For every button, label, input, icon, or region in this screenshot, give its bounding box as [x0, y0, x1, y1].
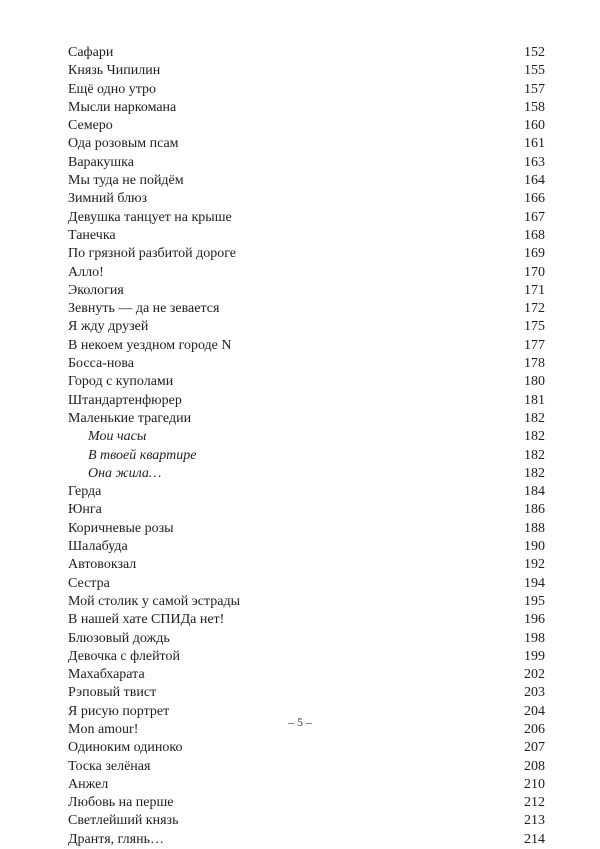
- toc-entry-page-number: 175: [524, 319, 545, 335]
- toc-entry: [68, 520, 545, 538]
- toc-entry: [68, 355, 545, 373]
- toc-entry: [68, 392, 545, 410]
- toc-entry: [68, 666, 545, 684]
- toc-entry-page-number: 182: [524, 447, 545, 463]
- toc-entry: [68, 373, 545, 391]
- toc-entry-page-number: 196: [524, 612, 545, 628]
- toc-entry-title: Князь Чипилин: [68, 63, 161, 79]
- toc-entry-page-number: 169: [524, 246, 545, 262]
- toc-entry-page-number: 168: [524, 227, 545, 243]
- toc-entry-title: Девушка танцует на крыше: [68, 209, 232, 225]
- toc-entry-title: Анжел: [68, 776, 109, 792]
- toc-entry-title: Она жила…: [88, 465, 162, 481]
- toc-entry-page-number: 182: [524, 429, 545, 445]
- toc-entry: [68, 337, 545, 355]
- toc-entry: [68, 483, 545, 501]
- toc-entry: [68, 99, 545, 117]
- toc-entry-title: Mon amour!: [68, 721, 139, 737]
- toc-entry: [68, 593, 545, 611]
- toc-entry-title: Одиноким одиноко: [68, 740, 183, 756]
- toc-entry-page-number: 199: [524, 648, 545, 664]
- toc-entry: [68, 172, 545, 190]
- toc-entry-title: В нашей хате СПИДа нет!: [68, 612, 225, 628]
- toc-entry-page-number: 212: [524, 795, 545, 811]
- toc-entry-title: Я жду друзей: [68, 319, 149, 335]
- toc-entry: [68, 410, 545, 428]
- toc-entry-title: Девочка с флейтой: [68, 648, 180, 664]
- toc-entry-page-number: 206: [524, 721, 545, 737]
- toc-entry-title: Алло!: [68, 264, 104, 280]
- toc-entry-title: Семеро: [68, 118, 113, 134]
- toc-entry-page-number: 178: [524, 356, 545, 372]
- toc-entry-title: Любовь на перше: [68, 795, 174, 811]
- toc-entry-title: Варакушка: [68, 154, 134, 170]
- toc-entry-page-number: 181: [524, 392, 545, 408]
- toc-entry-page-number: 157: [524, 81, 545, 97]
- toc-entry-title: Рэповый твист: [68, 685, 157, 701]
- toc-entry-title: Мой столик у самой эстрады: [68, 593, 241, 609]
- toc-entry-title: В некоем уездном городе N: [68, 337, 232, 353]
- toc-entry-title: Шалабуда: [68, 539, 128, 555]
- toc-entry-title: Тоска зелёная: [68, 758, 151, 774]
- toc-entry-title: Мы туда не пойдём: [68, 173, 184, 189]
- toc-entry: [68, 62, 545, 80]
- toc-entry-page-number: 167: [524, 209, 545, 225]
- toc-entry: [68, 758, 545, 776]
- toc-entry-page-number: 204: [524, 703, 545, 719]
- toc-entry-page-number: 182: [524, 465, 545, 481]
- toc-entry: [68, 465, 545, 483]
- toc-entry-title: Танечка: [68, 227, 116, 243]
- toc-entry-title: Юнга: [68, 502, 102, 518]
- toc-entry-page-number: 170: [524, 264, 545, 280]
- toc-entry-page-number: 202: [524, 667, 545, 683]
- toc-entry-title: Босса-нова: [68, 356, 134, 372]
- toc-entry: [68, 117, 545, 135]
- toc-entry-title: Светлейший князь: [68, 813, 179, 829]
- toc-entry-title: Город с куполами: [68, 374, 174, 390]
- toc-entry-title: Коричневые розы: [68, 520, 174, 536]
- toc-entry-page-number: 195: [524, 593, 545, 609]
- toc-entry-page-number: 152: [524, 45, 545, 60]
- toc-entry: [68, 831, 545, 849]
- toc-entry: [68, 575, 545, 593]
- toc-entry-page-number: 184: [524, 484, 545, 500]
- toc-entry: [68, 135, 545, 153]
- toc-entry-page-number: 208: [524, 758, 545, 774]
- toc-entry-title: Махабхарата: [68, 667, 145, 683]
- toc-entry-title: Мои часы: [88, 429, 147, 445]
- toc-entry-page-number: 188: [524, 520, 545, 536]
- toc-entry: [68, 318, 545, 336]
- toc-entry: [68, 264, 545, 282]
- toc-entry-title: Сестра: [68, 575, 110, 591]
- toc-entry-page-number: 214: [524, 831, 545, 847]
- toc-entry-page-number: 172: [524, 301, 545, 317]
- toc-entry-page-number: 210: [524, 776, 545, 792]
- toc-entry: [68, 611, 545, 629]
- toc-entry-title: Автовокзал: [68, 557, 137, 573]
- toc-entry: [68, 81, 545, 99]
- toc-entry-title: Ода розовым псам: [68, 136, 179, 152]
- toc-entry-title: Экология: [68, 282, 124, 298]
- toc-entry-title: Блюзовый дождь: [68, 630, 170, 646]
- toc-entry: [68, 538, 545, 556]
- toc-entry-title: Штандартенфюрер: [68, 392, 182, 408]
- toc-entry-title: В твоей квартире: [88, 447, 197, 463]
- toc-entry-page-number: 161: [524, 136, 545, 152]
- toc-entry: [68, 648, 545, 666]
- toc-entry: [68, 812, 545, 830]
- toc-entry: [68, 227, 545, 245]
- toc-entry-title: Зевнуть — да не зевается: [68, 301, 220, 317]
- toc-entry: [68, 501, 545, 519]
- toc-entry-page-number: 160: [524, 118, 545, 134]
- toc-entry: [68, 282, 545, 300]
- toc-entry-page-number: 163: [524, 154, 545, 170]
- toc-entry-page-number: 207: [524, 740, 545, 756]
- toc-entry: [68, 44, 545, 62]
- toc-entry-page-number: 177: [524, 337, 545, 353]
- toc-entry-title: Дрантя, глянь…: [68, 831, 164, 847]
- toc-entry-page-number: 192: [524, 557, 545, 573]
- toc-entry-page-number: 198: [524, 630, 545, 646]
- toc-entry: [68, 776, 545, 794]
- toc-entry: [68, 556, 545, 574]
- toc-entry: [68, 739, 545, 757]
- toc-entry-page-number: 190: [524, 539, 545, 555]
- toc-entry-page-number: 213: [524, 813, 545, 829]
- toc-entry-page-number: 186: [524, 502, 545, 518]
- toc-entry-page-number: 194: [524, 575, 545, 591]
- toc-entry-title: Сафари: [68, 45, 114, 60]
- toc-entry: [68, 630, 545, 648]
- toc-entry-title: Зимний блюз: [68, 191, 148, 207]
- toc-entry: [68, 190, 545, 208]
- toc-entry-page-number: 171: [524, 282, 545, 298]
- toc-entry-page-number: 180: [524, 374, 545, 390]
- toc-entry-page-number: 182: [524, 410, 545, 426]
- toc-entry: [68, 154, 545, 172]
- toc-entry: [68, 794, 545, 812]
- toc-entry-title: По грязной разбитой дороге: [68, 246, 236, 262]
- toc-entry-title: Мысли наркомана: [68, 99, 177, 115]
- toc-entry-page-number: 203: [524, 685, 545, 701]
- toc-entry: [68, 684, 545, 702]
- toc-entry: [68, 209, 545, 227]
- toc-entry-page-number: 158: [524, 99, 545, 115]
- toc-entry: [68, 447, 545, 465]
- toc-entry-page-number: 166: [524, 191, 545, 207]
- toc-entry-title: Я рисую портрет: [68, 703, 170, 719]
- toc-entry-title: Герда: [68, 484, 102, 500]
- toc-entry-page-number: 155: [524, 63, 545, 79]
- toc-entry-title: Ещё одно утро: [68, 81, 157, 97]
- toc-entry: [68, 300, 545, 318]
- toc-entry-title: Маленькие трагедии: [68, 410, 192, 426]
- toc-entry-page-number: 164: [524, 173, 545, 189]
- toc-entry: [68, 428, 545, 446]
- page-number-footer: – 5 –: [288, 715, 312, 729]
- toc-entry: [68, 245, 545, 263]
